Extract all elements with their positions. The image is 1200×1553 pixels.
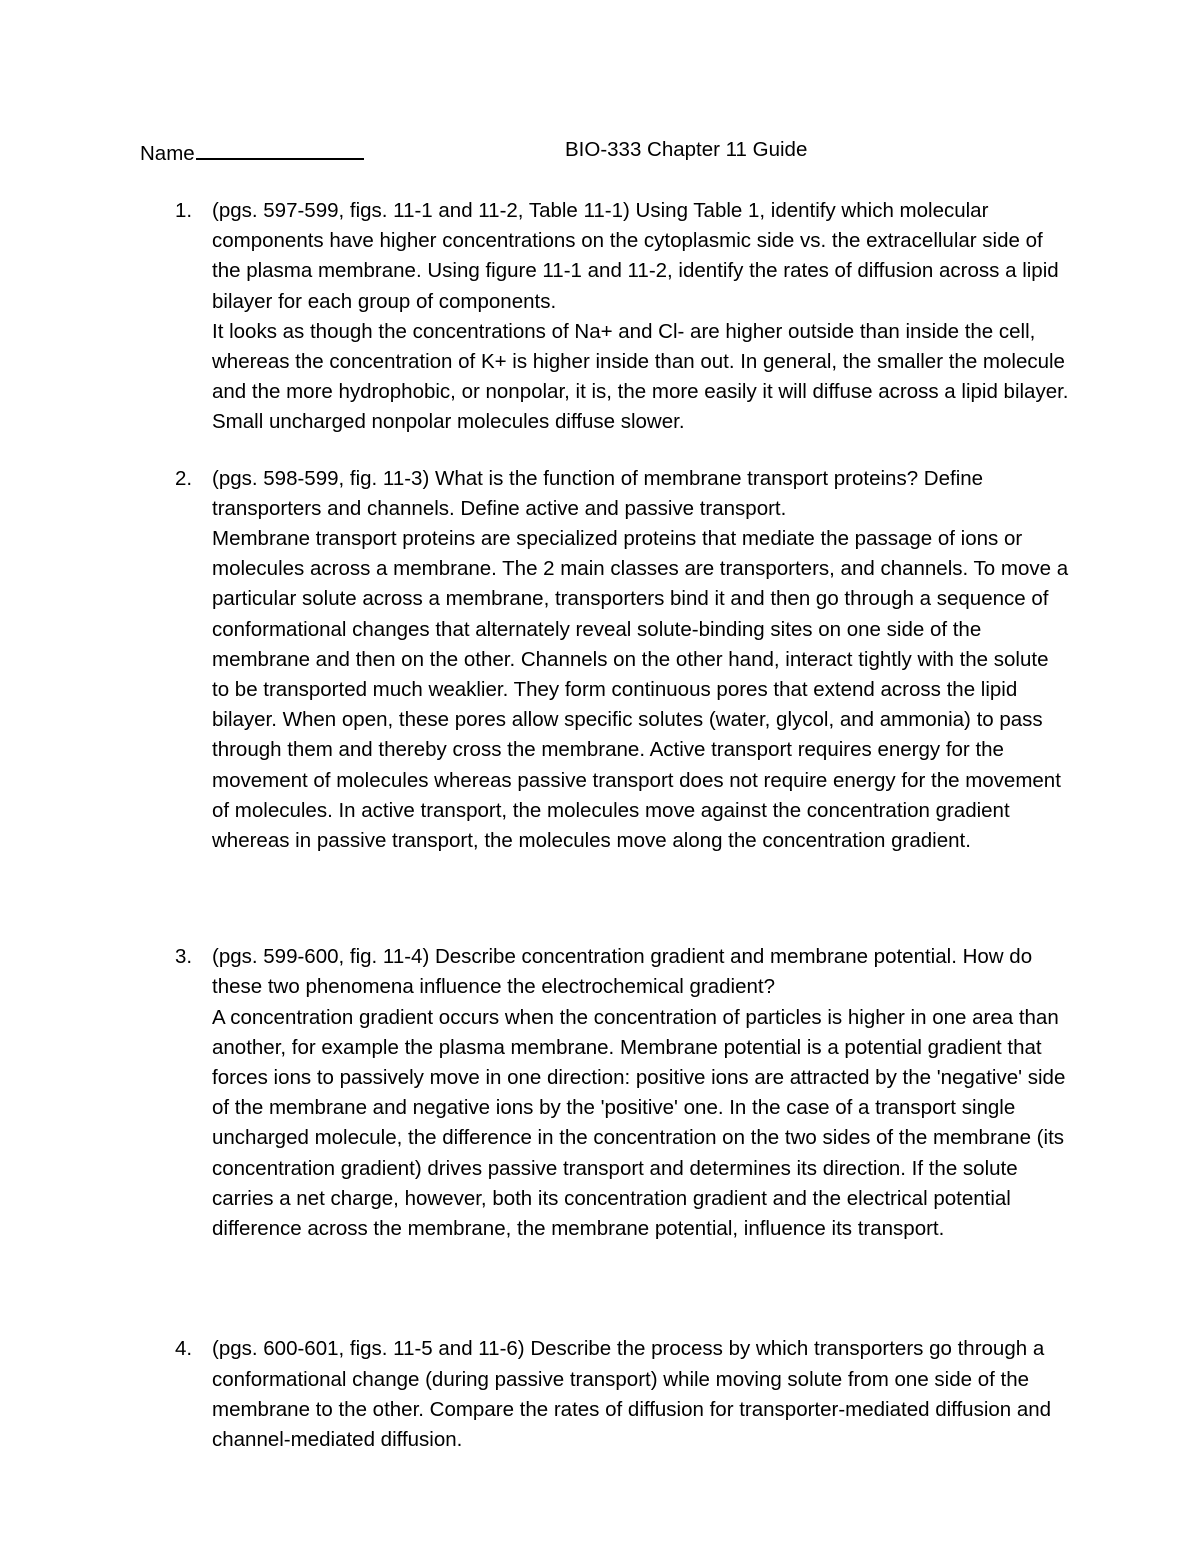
question-prompt: (pgs. 597-599, figs. 11-1 and 11-2, Table 11-1) Using Table 1, identify which molecular components have higher concentrations on the cytoplasmic side vs. the extracellular side of the plasma membrane. Using figure 11-1 and 11-2, identify the rates of diffusion across a lipid bilayer for each group of components. [212,199,1059,313]
document-header [140,137,1060,166]
list-item [140,1334,1070,1455]
page-title: BIO-333 Chapter 11 Guide [565,138,808,161]
list-marker: 1. [175,199,193,222]
question-answer: It looks as though the concentrations of Na+ and Cl- are higher outside than inside the cell, whereas the concentration of K+ is higher inside than out. In general, the smaller the molecule and the more hydrophobic, or nonpolar, it is, the more easily it will diffuse across a lipid bilayer. Small uncharged nonpolar molecules diffuse slower. [212,319,1069,434]
list-item [140,942,1070,1244]
question-answer: A concentration gradient occurs when the concentration of particles is higher in one area than another, for example the plasma membrane. Membrane potential is a potential gradient that forces ions to passively move in one direction: positive ions are attracted by the 'negative' side of the membrane and negative ions by the 'positive' one. In the case of a transport single uncharged molecule, the difference in the concentration on the two sides of the membrane (its concentration gradient) drives passive transport and determines its direction. If the solute carries a net charge, however, both its concentration gradient and the electrical potential difference across the membrane, the membrane potential, influence its transport. [212,1005,1066,1241]
list-marker: 4. [175,1337,193,1361]
list-item [140,464,1070,857]
question-prompt: (pgs. 600-601, figs. 11-5 and 11-6) Describe the process by which transporters go through a conformational change (during passive transport) while moving solute from one side of the membrane to the other. Compare the rates of diffusion for transporter-mediated diffusion and channel-mediated diffusion. [212,1337,1052,1451]
spacer [140,438,1070,464]
spacer [140,856,1070,942]
list-marker: 2. [175,466,193,490]
name-blank-line [196,137,364,160]
spacer [140,1244,1070,1334]
list-item [140,196,1070,438]
list-marker: 3. [175,945,193,969]
question-prompt: (pgs. 599-600, fig. 11-4) Describe concentration gradient and membrane potential. How do these two phenomena influence the electrochemical gradient? [212,945,1033,999]
question-answer: Membrane transport proteins are specialized proteins that mediate the passage of ions or molecules across a membrane. The 2 main classes are transporters, and channels. To move a particular solute across a membrane, transporters bind it and then go through a sequence of conformational changes that alternately reveal solute-binding sites on one side of the membrane and then on the other. Channels on the other hand, interact tightly with the solute to be transported much weaklier. They form continuous pores that extend across the lipid bilayer. When open, these pores allow specific solutes (water, glycol, and ammonia) to pass through them and thereby cross the membrane. Active transport requires energy for the movement of molecules whereas passive transport does not require energy for the movement of molecules. In active transport, the molecules move against the concentration gradient whereas in passive transport, the molecules move along the concentration gradient. [212,527,1069,853]
question-list [140,196,1070,1455]
name-label: Name [140,141,195,165]
question-prompt: (pgs. 598-599, fig. 11-3) What is the function of membrane transport proteins? Define transporters and channels. Define active and passive transport. [212,466,984,520]
